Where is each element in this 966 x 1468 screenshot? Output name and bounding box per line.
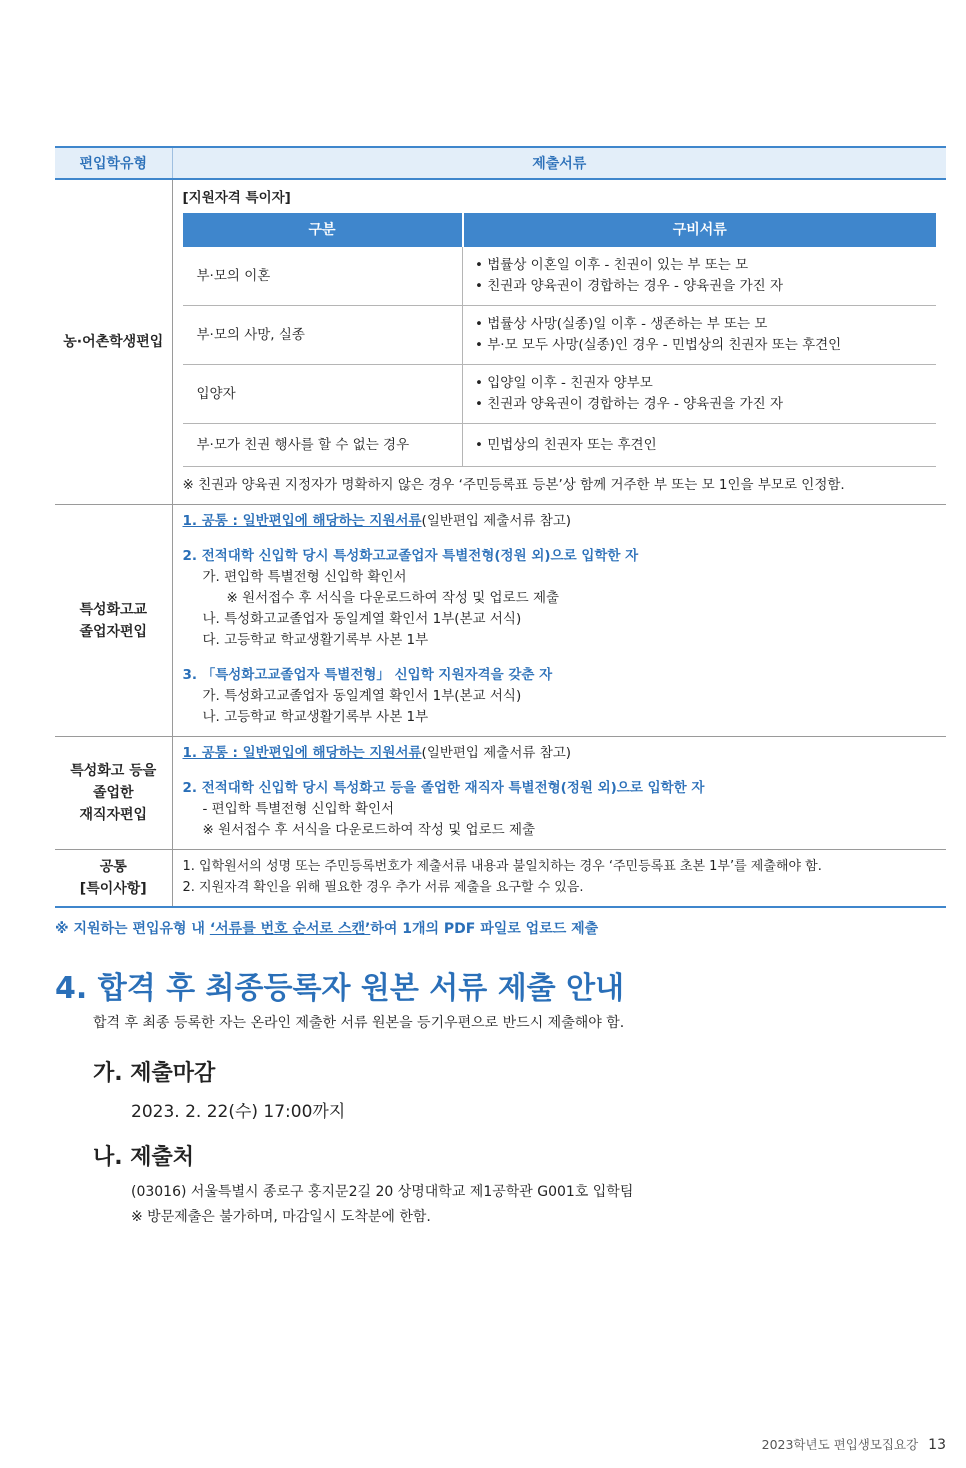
list-item: 나. 특성화고교졸업자 동일계열 확인서 1부(본교 서식) [202, 611, 522, 627]
inner-row-key: 부·모의 이혼 [183, 247, 463, 306]
farm-inner-table [183, 213, 937, 467]
document-requirements-table [55, 146, 946, 908]
list-item: ※ 원서접수 후 서식을 다운로드하여 작성 및 업로드 제출 [202, 822, 536, 838]
list-item: 가. 특성화고교졸업자 동일계열 확인서 1부(본교 서식) [202, 688, 522, 704]
inner-row-value [463, 247, 937, 306]
page-number: 13 [928, 1437, 946, 1453]
list-item: 2. 지원자격 확인을 위해 필요한 경우 추가 서류 제출을 요구할 수 있음. [182, 880, 584, 895]
inner-row-line: • 입양일 이후 - 친권자 양부모 [475, 375, 653, 391]
special-hs-p3-title: 3. 「특성화고교졸업자 특별전형」 신입학 지원자격을 갖춘 자 [182, 667, 553, 683]
footnote-post: 하여 1개의 PDF 파일로 업로드 제출 [370, 921, 599, 937]
page-footer [762, 1435, 946, 1453]
worker-p1 [183, 743, 937, 764]
type-line: 졸업한 [92, 785, 134, 801]
inner-row-key: 입양자 [183, 365, 463, 424]
type-special-hs [55, 505, 172, 737]
type-line: [특이사항] [79, 881, 147, 897]
inner-row-line: • 친권과 양육권이 경합하는 경우 - 양육권을 가진 자 [475, 278, 783, 294]
inner-row-line: • 민법상의 친권자 또는 후견인 [475, 436, 657, 453]
p1-blue: 1. 공통 : 일반편입에 해당하는 지원서류 [182, 513, 422, 529]
header-documents: 제출서류 [172, 147, 946, 179]
farm-note: ※ 친권과 양육권 지정자가 명확하지 않은 경우 ‘주민등록표 등본’상 함께 거주한 부 또는 모 1인을 부모로 인정함. [182, 477, 845, 493]
upload-footnote [55, 918, 598, 938]
type-line: 특성화고교 [79, 601, 148, 618]
inner-row-line: • 친권과 양육권이 경합하는 경우 - 양육권을 가진 자 [475, 396, 783, 412]
type-common [55, 850, 172, 908]
list-item: - 편입학 특별전형 신입학 확인서 [202, 801, 395, 817]
footer-title: 2023학년도 편입생모집요강 [761, 1437, 919, 1452]
inner-header-docs: 구비서류 [463, 213, 937, 247]
farm-subtitle: [지원자격 특이자] [182, 190, 291, 206]
list-item: 1. 입학원서의 성명 또는 주민등록번호가 제출서류 내용과 불일치하는 경우 ‘주민등록표 초본 1부’를 제출해야 함. [182, 859, 822, 874]
inner-row [183, 424, 937, 467]
list-item: 나. 고등학교 학교생활기록부 사본 1부 [202, 709, 429, 725]
destination-heading: 나. 제출처 [93, 1145, 195, 1170]
inner-row-key: 부·모가 친권 행사를 할 수 없는 경우 [183, 424, 463, 467]
content-common [172, 850, 946, 908]
type-worker [55, 737, 172, 850]
inner-row-line: • 법률상 이혼일 이후 - 친권이 있는 부 또는 모 [475, 257, 749, 273]
inner-row-key: 부·모의 사망, 실종 [183, 306, 463, 365]
inner-row-line: • 부·모 모두 사망(실종)인 경우 - 민법상의 친권자 또는 후견인 [475, 337, 842, 353]
header-type: 편입학유형 [55, 147, 172, 179]
destination-address: (03016) 서울특별시 종로구 홍지문2길 20 상명대학교 제1공학관 G001호 입학팀 [131, 1184, 634, 1200]
list-item: ※ 원서접수 후 서식을 다운로드하여 작성 및 업로드 제출 [226, 590, 560, 606]
special-hs-p2-title: 2. 전적대학 신입학 당시 특성화고교졸업자 특별전형(정원 외)으로 입학한 자 [182, 548, 639, 564]
list-item: 가. 편입학 특별전형 신입학 확인서 [202, 569, 407, 585]
type-line: 졸업자편입 [79, 623, 148, 640]
type-line: 공통 [99, 859, 127, 875]
p1-rest: (일반편입 제출서류 참고) [421, 745, 572, 761]
content-special-hs [172, 505, 946, 737]
list-item: 다. 고등학교 학교생활기록부 사본 1부 [202, 632, 429, 648]
inner-header-category: 구분 [183, 213, 463, 247]
deadline-date: 2023. 2. 22(수) 17:00까지 [131, 1102, 346, 1122]
row-special-hs [55, 505, 946, 737]
type-line: 재직자편입 [79, 807, 148, 823]
content-worker [172, 737, 946, 850]
inner-row-line: • 법률상 사망(실종)일 이후 - 생존하는 부 또는 모 [475, 316, 768, 332]
inner-row-value [463, 306, 937, 365]
table-header [55, 147, 946, 179]
footnote-underlined: ‘서류를 번호 순서로 스캔’ [209, 921, 371, 937]
section4-title: 4. 합격 후 최종등록자 원본 서류 제출 안내 [55, 971, 625, 1006]
footnote-pre: ※ 지원하는 편입유형 내 [55, 921, 210, 937]
type-farm: 농·어촌학생편입 [55, 179, 172, 505]
inner-row [183, 365, 937, 424]
inner-row-value [463, 365, 937, 424]
inner-row [183, 247, 937, 306]
inner-row [183, 306, 937, 365]
row-common [55, 850, 946, 908]
special-hs-p1 [183, 511, 937, 532]
worker-p2-title: 2. 전적대학 신입학 당시 특성화고 등을 졸업한 재직자 특별전형(정원 외)으로 입학한 자 [182, 780, 705, 796]
p1-blue: 1. 공통 : 일반편입에 해당하는 지원서류 [182, 745, 422, 761]
deadline-heading: 가. 제출마감 [93, 1061, 216, 1086]
inner-row-value [463, 424, 937, 467]
visit-note: ※ 방문제출은 불가하며, 마감일시 도착분에 한함. [131, 1209, 431, 1225]
row-worker [55, 737, 946, 850]
type-line: 특성화고 등을 [70, 763, 157, 779]
content-farm [172, 179, 946, 505]
section4-description: 합격 후 최종 등록한 자는 온라인 제출한 서류 원본을 등기우편으로 반드시 제출해야 함. [93, 1015, 625, 1031]
row-farm [55, 179, 946, 505]
p1-rest: (일반편입 제출서류 참고) [421, 513, 572, 529]
